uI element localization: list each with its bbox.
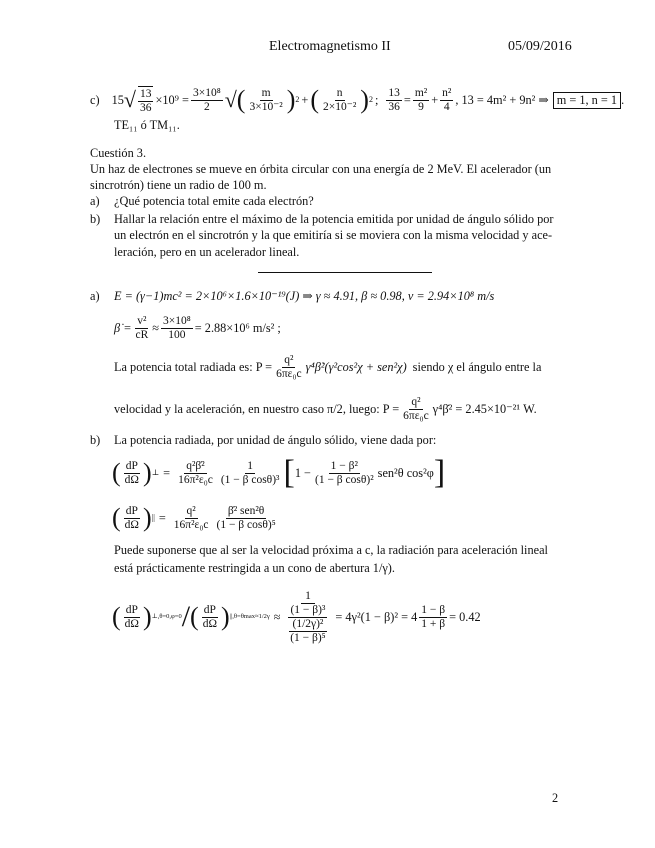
ratio-value: = 0.42 (449, 609, 481, 624)
question-b-line1: Hallar la relación entre el máximo de la potencia emitida por unidad de ángulo sólido por (114, 212, 554, 226)
paren: ( (190, 602, 199, 631)
power-rest: γ⁴β̇²(γ²cos²χ + sen²χ) (305, 359, 407, 374)
approx: ≈ (273, 609, 281, 624)
bracket: [ (283, 454, 295, 491)
acceleration-equation (114, 310, 281, 346)
paren: ) (286, 85, 296, 114)
frac-q2-6pi: $\frac{\text{q²}}{\text{6πε₀c}}$ (276, 353, 302, 380)
power-equation (114, 350, 541, 384)
paren: ) (142, 602, 152, 631)
r-top-den: (1 − β)³ (290, 603, 326, 616)
question-a-text: ¿Qué potencia total emite cada electrón? (114, 194, 314, 208)
frac-m2-9: $\frac{\text{m²}}{9}$ (414, 86, 428, 113)
question-b-line2: un electrón en el sincrotrón y la que emitiría si se moviera con la misma velocidad y ace- (114, 228, 553, 242)
question-line2: sincrotrón) tiene un radio de 100 m. (90, 178, 267, 192)
page-number: 2 (552, 791, 559, 805)
frac-f1: $\frac{\text{q²β̇²}}{\text{16π²ε₀c}}$ (178, 459, 213, 486)
frac-m: $\frac{m}{\text{3×10⁻²}}$ (249, 86, 283, 113)
eq-exp: ×10⁹ = (155, 92, 189, 107)
bracket: ] (433, 454, 446, 491)
header-title: Electromagnetismo II (269, 39, 391, 54)
sqrt-fraction: $\frac{13}{36}$ (139, 87, 152, 114)
paren: ( (310, 85, 320, 114)
frac-g2: $\frac{\text{β̇² sen²θ}}{\text{(1 − β cosθ)⁵}}$ (216, 504, 276, 531)
eq-sign: = (163, 465, 171, 480)
velocity-text: velocidad y la aceleración, en nuestro caso π/2, luego: P = (114, 401, 400, 416)
frac-13-36: $\frac{13}{36}$ (388, 86, 400, 113)
modes-line: TE₁₁ ó TM₁₁. (114, 118, 180, 132)
paren: ( (112, 602, 121, 631)
frac-f3: $\frac{\text{1 − β²}}{\text{(1 − β cosθ)²}}$ (314, 459, 374, 486)
part-c-label: c) (90, 92, 100, 107)
frac-g1: $\frac{\text{q²}}{\text{16π²ε₀c}}$ (173, 504, 209, 531)
question-title: Cuestión 3. (90, 146, 147, 160)
r-bot-num: (1/2γ)² (289, 618, 328, 632)
paren: ) (221, 602, 230, 631)
para-line2: está prácticamente restringida a un cono de abertura 1/γ). (114, 561, 395, 575)
question-a-label: a) (90, 194, 100, 208)
ratio-result: = 4γ²(1 − β)² = 4 (335, 609, 418, 624)
accel-result: = 2.88×10⁶ m/s² ; (194, 320, 281, 335)
separator-rule (258, 272, 432, 273)
power-result-line (114, 392, 537, 426)
question-line1: Un haz de electrones se mueve en órbita circular con una energía de 2 MeV. El acelerador (un (90, 162, 552, 176)
bracket-b: sen²θ cos²φ (377, 465, 434, 480)
paren: ) (360, 85, 369, 114)
frac-ratio-a: $\frac{dP}{d\Omega}$ (124, 603, 139, 630)
para-line1: Puede suponerse que al ser la velocidad próxima a c, la radiación para aceleración lineal (114, 543, 548, 557)
approx: ≈ (152, 320, 160, 335)
eq-tail: , 13 = 4m² + 9n² ⇒ (455, 92, 549, 107)
frac-speed: $\frac{\text{3×10⁸}}{2}$ (192, 86, 221, 113)
part-c-equation: c) 15 √ $\frac{13}{36}$ ×10⁹ = $\frac{\text{3×10⁸}}{2}$ √ ( $\frac{m}{\text{3×10⁻²}}$ ) 2 + ( $\frac{n}{\text{2×10⁻²}}$ ) 2 ; $\frac{13}{36}$ = $\frac{\text{m²}}{9}$ + $\frac{\text{n²}}{4}$ , 13 = 4m² + 9n² ⇒ m = 1, n = 1 . (90, 85, 625, 114)
slash: / (181, 600, 191, 633)
frac-ratio-b: $\frac{dP}{d\Omega}$ (202, 603, 218, 630)
power-intro: La potencia total radiada es: P = (114, 359, 273, 374)
boxed-result: m = 1, n = 1 (553, 92, 621, 109)
eq-coef: 15 (111, 92, 124, 107)
answer-b-intro: La potencia radiada, por unidad de ángulo sólido, viene dada por: (114, 433, 437, 447)
sqrt-sign-2: √ (224, 87, 237, 112)
paren: ( (112, 458, 121, 487)
power-tail: siendo χ el ángulo entre la (412, 359, 542, 374)
bracket-a: 1 − (294, 465, 311, 480)
frac-dP-dOmega: $\frac{dP}{d\Omega}$ (124, 459, 139, 486)
answer-b-label: b) (90, 433, 101, 447)
ratio-equation: ( $\frac{dP}{d\Omega}$ ) ⊥,θ=0,φ=0 / ( $\frac{dP}{d\Omega}$ ) ||,θ=θmax≈1/2γ ≈ 1 (1 − β)³ $\frac{\text{(1/2γ)²}}{\text{(1 − β)⁵}}$ = 4γ²(1 − β)² = 4 $\frac{1 - \beta}{1 + \beta}$ = 0.42 (112, 589, 481, 644)
answer-a-label: a) (90, 289, 100, 303)
paren: ( (112, 503, 121, 532)
frac-n: $\frac{n}{\text{2×10⁻²}}$ (323, 86, 357, 113)
paren: ) (142, 503, 152, 532)
frac-dP-dOmega-2: $\frac{dP}{d\Omega}$ (124, 504, 139, 531)
r-bot-den: (1 − β)⁵ (290, 631, 326, 644)
sqrt-sign: √ (123, 87, 136, 112)
semi: ; (374, 92, 379, 107)
plus: + (431, 92, 439, 107)
paren: ( (236, 85, 246, 114)
accel-lhs: β̇ = (114, 320, 132, 335)
frac-result: $\frac{1 - \beta}{1 + \beta}$ (421, 603, 446, 630)
question-b-label: b) (90, 212, 101, 226)
frac-3e8-100: $\frac{\text{3×10⁸}}{100}$ (163, 314, 191, 341)
power-result: γ⁴β̇² = 2.45×10⁻²¹ W. (432, 401, 537, 416)
frac-compound (287, 590, 330, 645)
perp-equation: ( $\frac{dP}{d\Omega}$ ) ⊥ = $\frac{\text{q²β̇²}}{\text{16π²ε₀c}}$ $\frac{1}{\text{(1 − β cosθ)³}}$ [ 1 − $\frac{\text{1 − β²}}{\text{(1 − β cosθ)²}}$ sen²θ cos²φ ] (112, 454, 446, 491)
frac-n2-4: $\frac{\text{n²}}{4}$ (442, 86, 452, 113)
header-date: 05/09/2016 (508, 39, 572, 54)
energy-equation: E = (γ−1)mc² = 2×10⁶×1.6×10⁻¹⁹(J) ⇒ γ ≈ 4.91, β ≈ 0.98, v = 2.94×10⁸ m/s (114, 289, 495, 303)
eq-sign: = (403, 92, 411, 107)
question-b-line3: leración, pero en un acelerador lineal. (114, 245, 300, 259)
frac-v2-cR: $\frac{\text{v²}}{cR}$ (135, 314, 149, 341)
paren: ) (142, 458, 152, 487)
frac-q2-6pi-2: $\frac{\text{q²}}{\text{6πε₀c}}$ (403, 395, 429, 422)
r-top: 1 (301, 590, 315, 604)
parallel-equation: ( $\frac{dP}{d\Omega}$ ) || = $\frac{\text{q²}}{\text{16π²ε₀c}}$ $\frac{\text{β̇² sen²θ}}{\text{(1 − β cosθ)⁵}}$ (112, 503, 276, 532)
frac-f2: $\frac{1}{\text{(1 − β cosθ)³}}$ (220, 459, 280, 486)
eq-sign: = (158, 510, 166, 525)
